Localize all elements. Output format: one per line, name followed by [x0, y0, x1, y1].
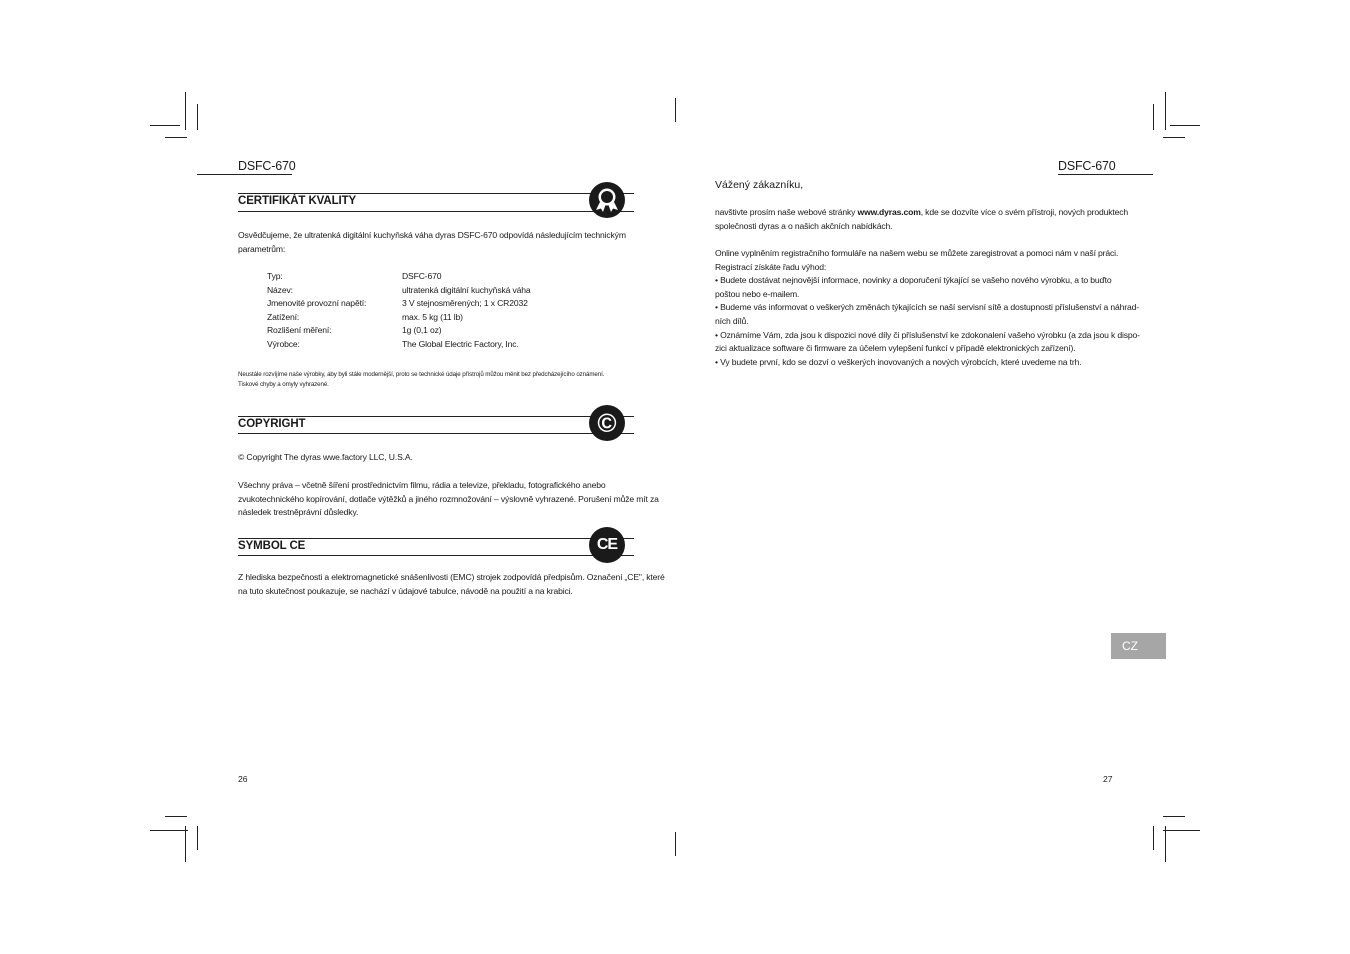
- bullet-line: zici aktualizace software či firmware za účelem vylepšení funkcí v případě elektronických zařízení).: [715, 343, 1076, 354]
- text-line: následek trestněprávní důsledky.: [238, 507, 359, 518]
- ce-paragraph: [238, 571, 665, 598]
- spec-value: 3 V stejnosměrených; 1 x CR2032: [402, 298, 528, 308]
- language-tab: CZ: [1111, 633, 1166, 659]
- text-line: Tiskové chyby a omyly vyhrazené.: [238, 380, 329, 388]
- page-number: 27: [1103, 774, 1113, 784]
- website-paragraph: [715, 206, 1129, 233]
- spec-value: ultratenká digitální kuchyňská váha: [402, 284, 531, 295]
- spec-label: Rozlišení měření:: [267, 325, 332, 335]
- section-rule: [238, 555, 634, 556]
- crop-mark: [1165, 92, 1166, 130]
- disclaimer-note: [238, 370, 638, 389]
- bullet-line: poštou nebo e-mailem.: [715, 288, 800, 299]
- text-line: parametrům:: [238, 243, 286, 254]
- section-title: SYMBOL CE: [238, 540, 306, 552]
- rosette-icon: [589, 182, 625, 218]
- crop-mark: [150, 830, 188, 831]
- section-title: COPYRIGHT: [238, 418, 306, 430]
- ce-glyph: CE: [596, 536, 618, 553]
- spec-label: Výrobce:: [267, 339, 300, 349]
- copyright-icon: [589, 405, 625, 441]
- crop-mark: [185, 92, 186, 130]
- section-rule: [238, 433, 634, 434]
- page-number: 26: [238, 774, 248, 784]
- model-header: DSFC-670: [238, 159, 296, 173]
- model-header-rule: [1058, 174, 1153, 175]
- section-title: CERTIFIKÁT KVALITY: [238, 195, 357, 207]
- crop-mark: [1170, 125, 1200, 126]
- crop-mark: [150, 125, 180, 126]
- spec-value: DSFC-670: [402, 271, 442, 281]
- crop-mark: [185, 826, 186, 862]
- spec-label: Jmenovité provozní napětí:: [267, 298, 367, 308]
- copyright-paragraph: [238, 479, 659, 520]
- bullet-line: • Budete dostávat nejnovější informace, novinky a doporučení týkající se vašeho nového výrobku, a to buďto: [715, 275, 1112, 286]
- bullet-line: • Vy budete první, kdo se dozví o veškerých inovovaných a nových výrobcích, které uvedeme na trh.: [715, 356, 1082, 367]
- copyright-glyph: ©: [597, 408, 617, 438]
- website-link[interactable]: www.dyras.com: [857, 207, 921, 217]
- crop-mark: [197, 826, 198, 850]
- crop-mark: [165, 137, 187, 138]
- crop-mark: [1163, 816, 1185, 817]
- bullet-line: ních dílů.: [715, 315, 749, 326]
- crop-mark: [675, 832, 676, 856]
- text-line: Osvědčujeme, že ultratenká digitální kuchyňská váha dyras DSFC-670 odpovídá následujícím technickým: [238, 230, 626, 240]
- certificate-intro: [238, 229, 638, 256]
- text-line: Online vyplněním registračního formuláře na našem webu se můžete zaregistrovat a pomoci nám v naší práci.: [715, 248, 1119, 258]
- section-rule: [238, 416, 634, 417]
- spec-label: Název:: [267, 284, 293, 295]
- spec-label: Typ:: [267, 271, 283, 281]
- text-line: společnosti dyras a o našich akčních nabídkách.: [715, 220, 893, 231]
- section-rule: [238, 193, 634, 194]
- crop-mark: [1163, 830, 1200, 831]
- model-header-rule: [197, 174, 292, 175]
- spec-label: Zatížení:: [267, 311, 300, 322]
- registration-paragraph: [715, 247, 1140, 369]
- crop-mark: [1153, 104, 1154, 130]
- text-line: Neustále rozvíjíme naše výrobky, aby byli stále modernější, proto se technické údaje přístrojů můžou měnit bez předcházejícího oznámení.: [238, 371, 605, 378]
- text-line: Všechny práva – včetně šíření prostřednictvím filmu, rádia a televize, překladu, fotografického anebo: [238, 480, 606, 490]
- spec-value: The Global Electric Factory, Inc.: [402, 339, 519, 349]
- section-rule: [238, 211, 634, 212]
- crop-mark: [1153, 826, 1154, 850]
- crop-mark: [197, 104, 198, 130]
- section-rule: [238, 538, 634, 539]
- text-fragment: , kde se dozvíte více o svém přístroji, nových produktech: [920, 207, 1129, 217]
- text-line: Registrací získáte řadu výhod:: [715, 261, 827, 272]
- copyright-line: © Copyright The dyras wwe.factory LLC, U.S.A.: [238, 452, 413, 462]
- greeting: Vážený zákazníku,: [715, 179, 804, 191]
- bullet-line: • Oznámíme Vám, zda jsou k dispozici nové díly či příslušenství ke zdokonalení vašeho výrobku (a zda jsou k dispo-: [715, 329, 1140, 340]
- spec-value: 1g (0,1 oz): [402, 325, 442, 335]
- text-fragment: navštivte prosím naše webové stránky: [715, 207, 858, 217]
- crop-mark: [1163, 137, 1185, 138]
- text-line: [715, 206, 1129, 220]
- text-line: zvukotechnického kopírování, dotlače výtěžků a jiného rozmnožování – výslovně vyhrazené. Porušení může mít za: [238, 493, 659, 504]
- bullet-line: • Budeme vás informovat o veškerých změnách týkajících se naší servisní sítě a dostupnosti příslušenství a náhrad-: [715, 302, 1139, 313]
- model-header: DSFC-670: [1058, 159, 1116, 173]
- crop-mark: [165, 816, 187, 817]
- ce-mark-icon: [589, 527, 625, 563]
- crop-mark: [1165, 826, 1166, 862]
- text-line: Z hlediska bezpečnosti a elektromagnetické snášenlivosti (EMC) strojek zodpovídá předpisům. Označení „CE", které: [238, 572, 665, 582]
- text-line: na tuto skutečnost poukazuje, se nachází v údajové tabulce, návodě na použití a na krabici.: [238, 585, 573, 596]
- crop-mark: [675, 98, 676, 122]
- spec-value: max. 5 kg (11 lb): [402, 311, 463, 322]
